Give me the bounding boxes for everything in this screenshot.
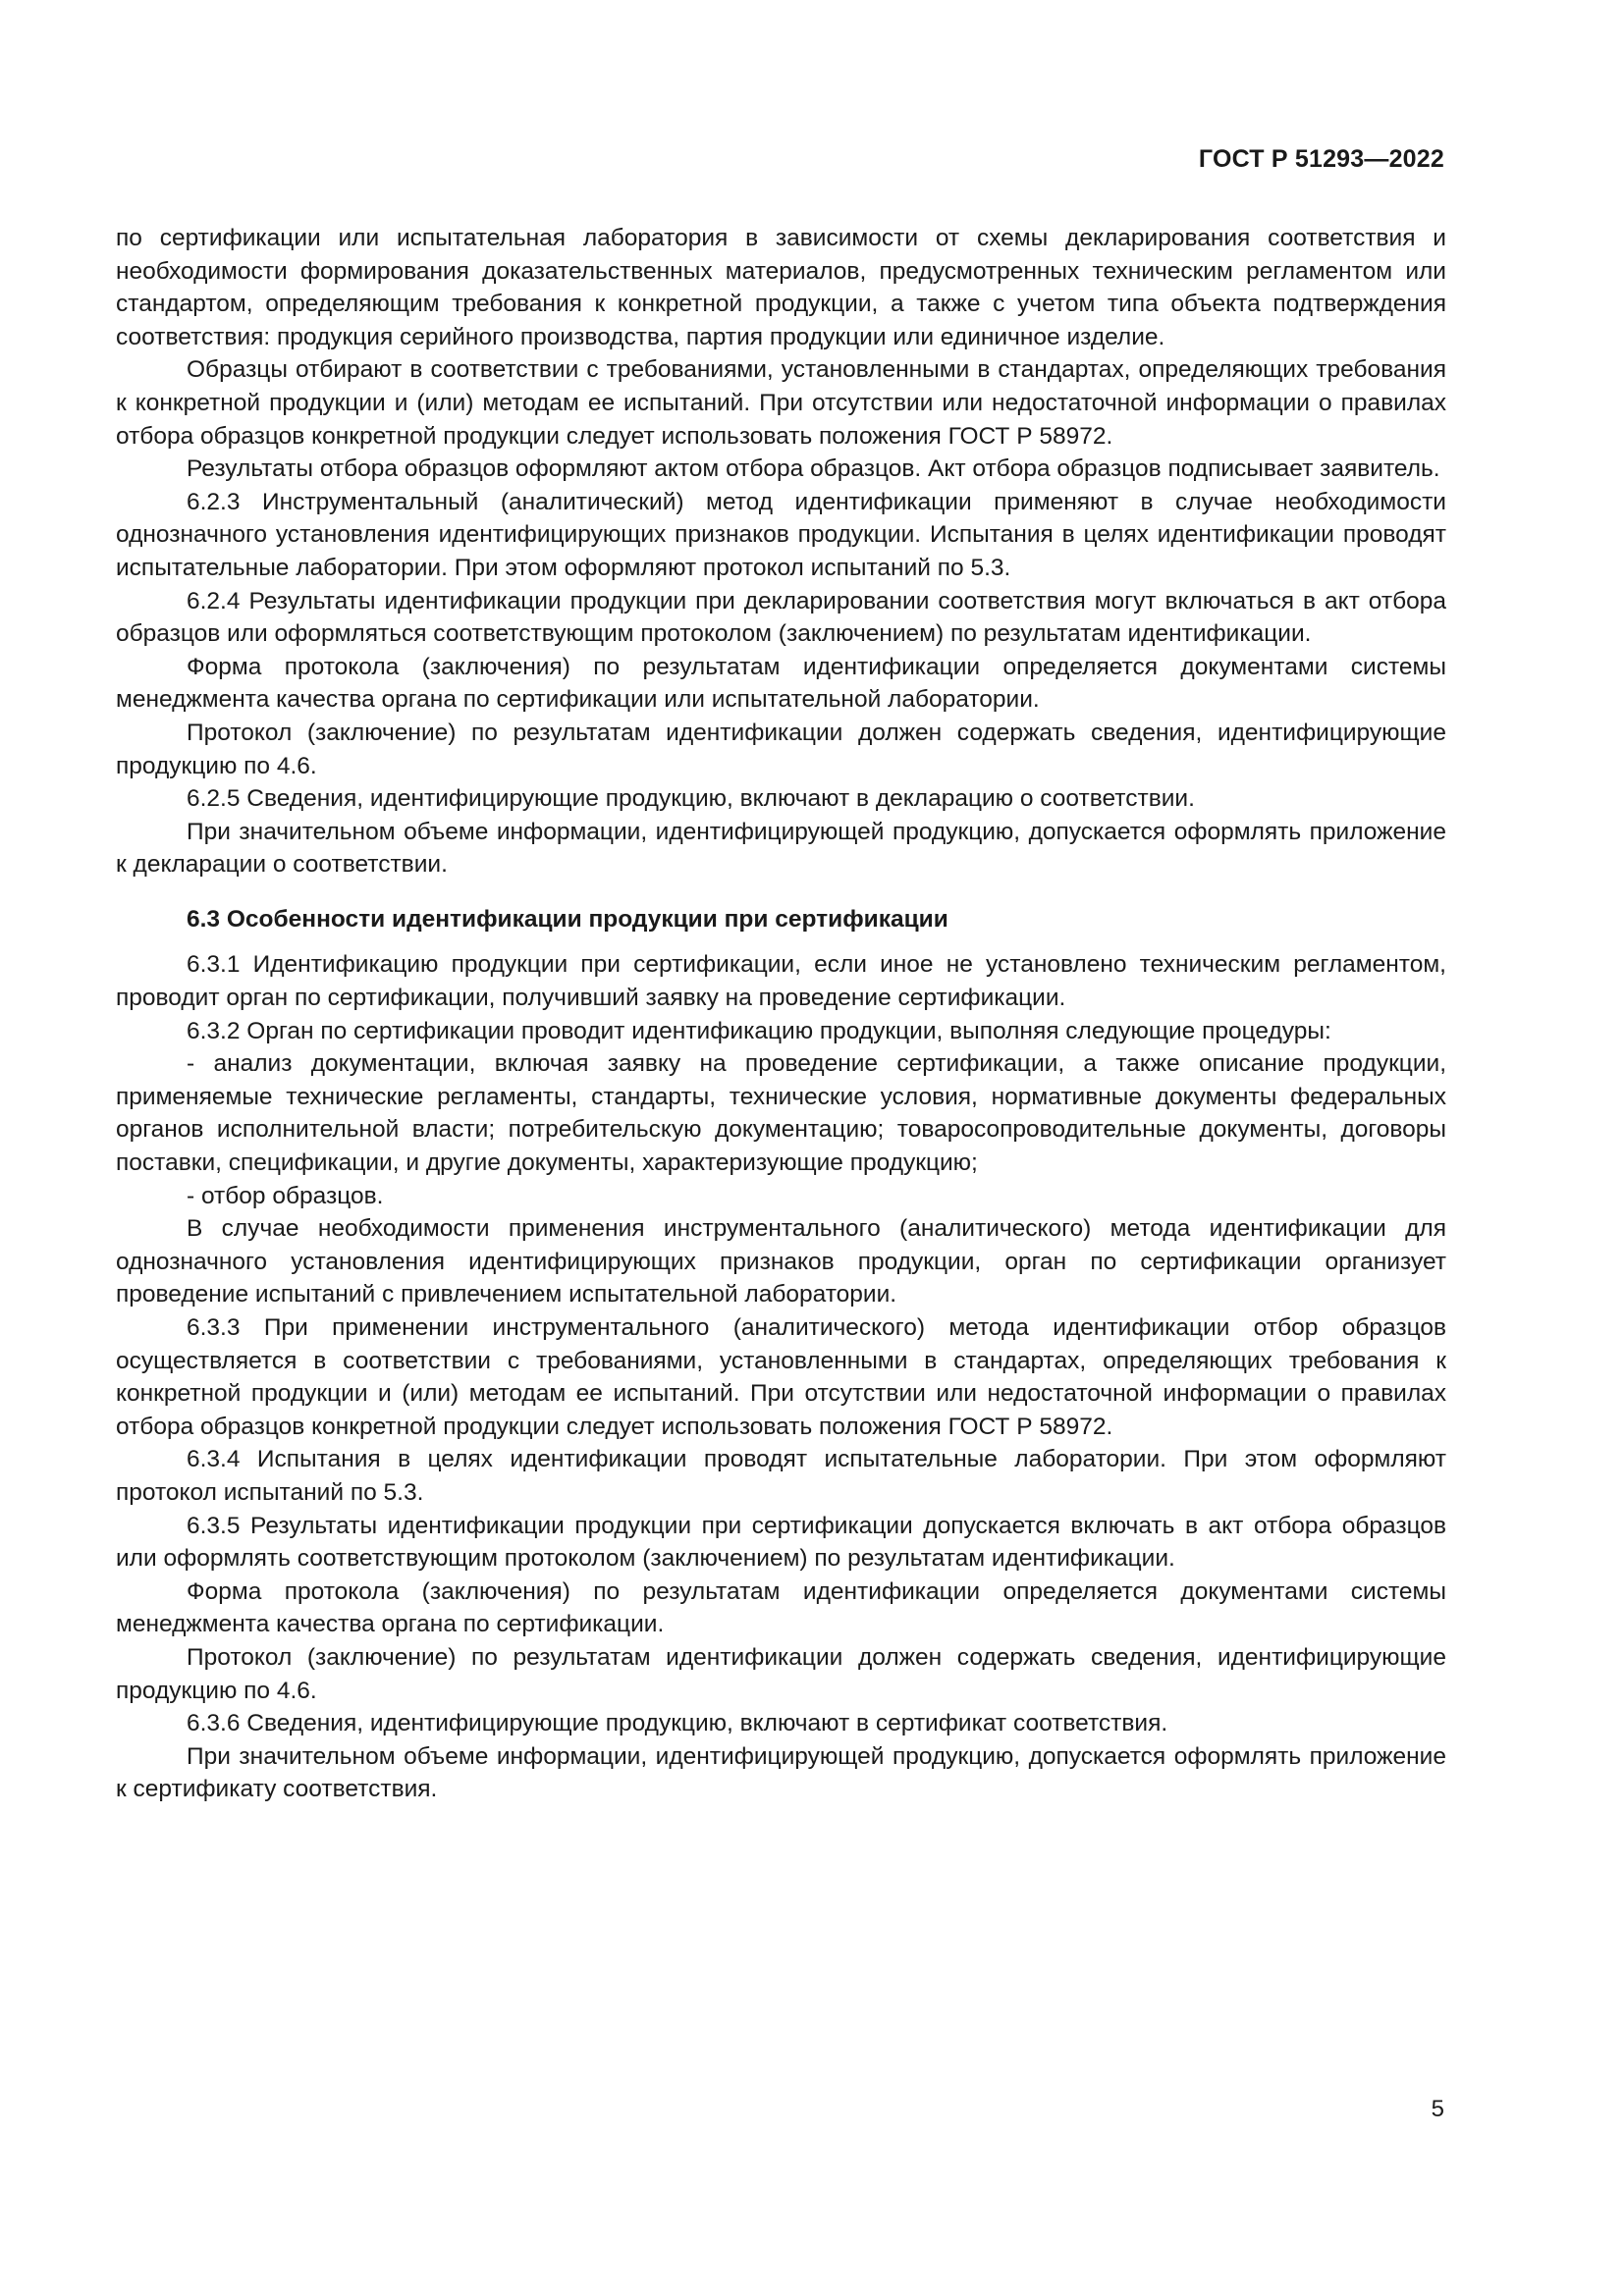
- paragraph: Форма протокола (заключения) по результатам идентификации определяется документами системы менеджмента качества органа по сертификации или испытательной лаборатории.: [116, 653, 1446, 714]
- document-code-header: ГОСТ Р 51293—2022: [1198, 145, 1444, 173]
- paragraph: При значительном объеме информации, идентифицирующей продукцию, допускается оформлять приложение к декларации о соответствии.: [116, 818, 1446, 879]
- paragraph-clause-6-3-6: 6.3.6 Сведения, идентифицирующие продукцию, включают в сертификат соответствия.: [187, 1710, 1168, 1737]
- page-number: 5: [1431, 2096, 1444, 2122]
- list-item: - анализ документации, включая заявку на проведение сертификации, а также описание продукции, применяемые технические регламенты, стандарты, технические условия, нормативные документы федеральных органов исполнительной власти; потребительскую документацию; товаросопроводительные документы, договоры поставки, спецификации, и другие документы, характеризующие продукцию;: [116, 1050, 1446, 1177]
- paragraph-clause-6-2-4: 6.2.4 Результаты идентификации продукции при декларировании соответствия могут включаться в акт отбора образцов или оформляться соответствующим протоколом (заключением) по результатам идентификации.: [116, 587, 1446, 648]
- paragraph: Протокол (заключение) по результатам идентификации должен содержать сведения, идентифицирующие продукцию по 4.6.: [116, 1643, 1446, 1704]
- document-body: [116, 222, 1446, 1806]
- paragraph-clause-6-2-3: 6.2.3 Инструментальный (аналитический) метод идентификации применяют в случае необходимости однозначного установления идентифицирующих признаков продукции. Испытания в целях идентификации проводят испытательные лаборатории. При этом оформляют протокол испытаний по 5.3.: [116, 488, 1446, 581]
- paragraph: При значительном объеме информации, идентифицирующей продукцию, допускается оформлять приложение к сертификату соответствия.: [116, 1742, 1446, 1803]
- paragraph: Результаты отбора образцов оформляют актом отбора образцов. Акт отбора образцов подписывает заявитель.: [187, 455, 1440, 483]
- paragraph: Образцы отбирают в соответствии с требованиями, установленными в стандартах, определяющих требования к конкретной продукции и (или) методам ее испытаний. При отсутствии или недостаточной информации о правилах отбора образцов конкретной продукции следует использовать положения ГОСТ Р 58972.: [116, 356, 1446, 450]
- paragraph-clause-6-2-5: 6.2.5 Сведения, идентифицирующие продукцию, включают в декларацию о соответствии.: [187, 785, 1195, 813]
- paragraph-continuation: по сертификации или испытательная лаборатория в зависимости от схемы декларирования соответствия и необходимости формирования доказательственных материалов, предусмотренных техническим регламентом или стандартом, определяющим требования к конкретной продукции, а также с учетом типа объекта подтверждения соответствия: продукция серийного производства, партия продукции или единичное изделие.: [116, 225, 1446, 350]
- paragraph: Протокол (заключение) по результатам идентификации должен содержать сведения, идентифицирующие продукцию по 4.6.: [116, 719, 1446, 779]
- paragraph-clause-6-3-4: 6.3.4 Испытания в целях идентификации проводят испытательные лаборатории. При этом оформляют протокол испытаний по 5.3.: [116, 1446, 1446, 1506]
- list-item: - отбор образцов.: [187, 1182, 384, 1209]
- paragraph: Форма протокола (заключения) по результатам идентификации определяется документами системы менеджмента качества органа по сертификации.: [116, 1577, 1446, 1638]
- paragraph-clause-6-3-2: 6.3.2 Орган по сертификации проводит идентификацию продукции, выполняя следующие процедуры:: [187, 1017, 1331, 1044]
- paragraph-clause-6-3-3: 6.3.3 При применении инструментального (аналитического) метода идентификации отбор образцов осуществляется в соответствии с требованиями, установленными в стандартах, определяющих требования к конкретной продукции и (или) методам ее испытаний. При отсутствии или недостаточной информации о правилах отбора образцов конкретной продукции следует использовать положения ГОСТ Р 58972.: [116, 1314, 1446, 1440]
- section-heading-6-3: 6.3 Особенности идентификации продукции при сертификации: [187, 905, 948, 933]
- paragraph: В случае необходимости применения инструментального (аналитического) метода идентификации для однозначного установления идентифицирующих признаков продукции, орган по сертификации организует проведение испытаний с привлечением испытательной лаборатории.: [116, 1215, 1446, 1308]
- paragraph-clause-6-3-5: 6.3.5 Результаты идентификации продукции при сертификации допускается включать в акт отбора образцов или оформлять соответствующим протоколом (заключением) по результатам идентификации.: [116, 1512, 1446, 1573]
- paragraph-clause-6-3-1: 6.3.1 Идентификацию продукции при сертификации, если иное не установлено техническим регламентом, проводит орган по сертификации, получивший заявку на проведение сертификации.: [116, 951, 1446, 1012]
